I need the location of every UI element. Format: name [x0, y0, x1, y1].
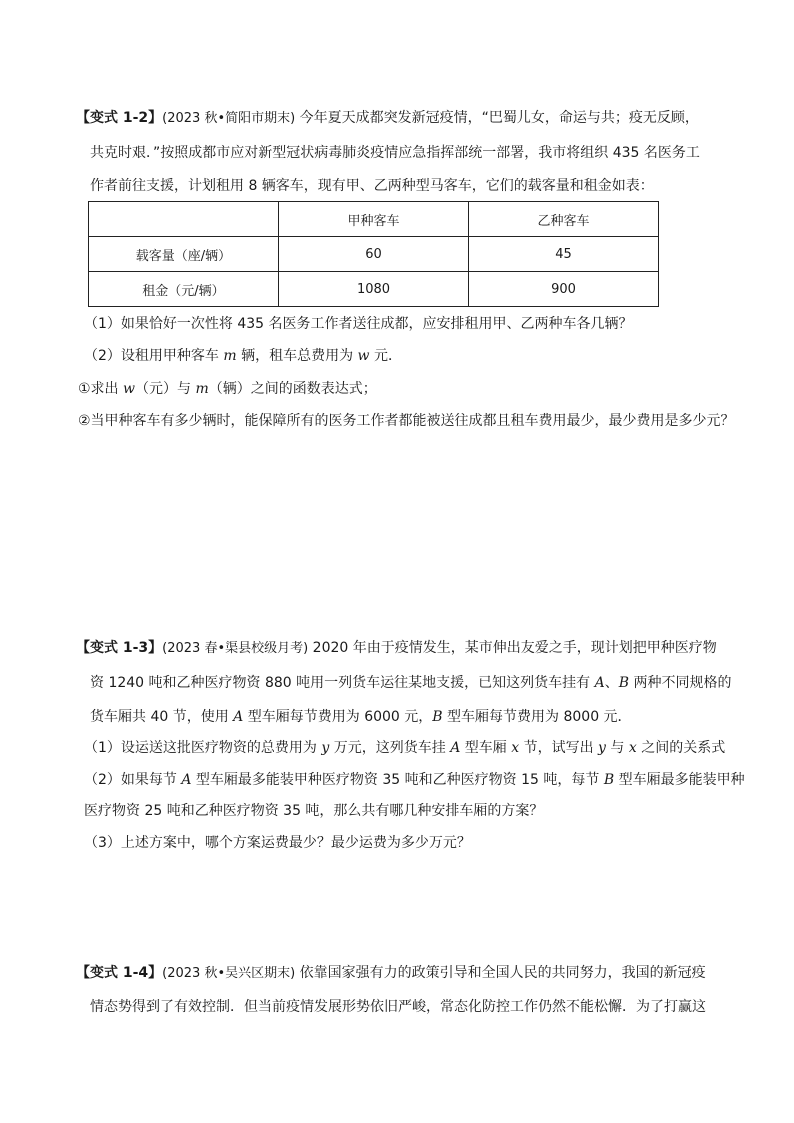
text-segment: 型车厢最多能装甲种医疗物资 35 吨和乙种医疗物资 15 吨，每节 [191, 772, 604, 788]
problem-1-3-question-2-cont: 医疗物资 25 吨和乙种医疗物资 35 吨，那么共有哪几种安排车厢的方案？ [84, 803, 544, 819]
math-variable: y [321, 740, 330, 756]
text-segment: 型车厢每节费用为 6000 元， [243, 709, 433, 725]
text-segment: 之间的关系式 [636, 740, 726, 756]
text-segment: 、 [604, 675, 619, 691]
math-variable: A [233, 709, 244, 725]
math-variable: A [450, 740, 461, 756]
text-segment: 资 1240 吨和乙种医疗物资 880 吨用一列货车运往某地支援，已知这列货车挂有 [90, 675, 595, 691]
table-cell: 900 [469, 272, 659, 307]
text-segment: 节，试写出 [519, 740, 599, 756]
table-cell: 乙种客车 [469, 202, 659, 237]
math-variable: m [223, 348, 237, 364]
table-cell [89, 202, 279, 237]
math-variable: A [594, 675, 605, 691]
table-cell: 1080 [279, 272, 469, 307]
problem-1-3-line-1 [76, 638, 717, 659]
math-variable: B [432, 709, 443, 725]
text-segment: 辆，租车总费用为 [236, 348, 358, 364]
math-variable: x [511, 740, 520, 756]
problem-text: 依靠国家强有力的政策引导和全国人民的共同努力，我国的新冠疫 [299, 965, 706, 981]
text-segment: （辆）之间的函数表达式； [208, 381, 377, 397]
text-segment: 与 [605, 740, 629, 756]
problem-tag: 【变式 1-2】 [76, 110, 163, 126]
text-segment: 万元，这列货车挂 [329, 740, 451, 756]
text-segment: （2）如果每节 [84, 772, 182, 788]
math-variable: m [195, 381, 209, 397]
table-header-row [89, 202, 659, 237]
text-segment: （1）设运送这批医疗物资的总费用为 [84, 740, 322, 756]
table-cell: 甲种客车 [279, 202, 469, 237]
table-cell: 60 [279, 237, 469, 272]
math-variable: B [603, 772, 615, 788]
text-segment: 货车厢共 40 节，使用 [90, 709, 234, 725]
table-cell: 租金（元/辆） [89, 272, 279, 307]
problem-1-4-line-1 [76, 963, 706, 984]
problem-1-2-line-3: 作者前往支援，计划租用 8 辆客车，现有甲、乙两种型马客车，它们的载客量和租金如表： [90, 178, 654, 194]
bus-price-table [88, 201, 659, 307]
problem-1-4-line-2: 情态势得到了有效控制．但当前疫情发展形势依旧严峻，常态化防控工作仍然不能松懈．为了打赢这 [90, 999, 706, 1015]
problem-source: (2023 春•渠县校级月考) [162, 641, 309, 656]
problem-1-3-question-2 [84, 770, 745, 790]
problem-1-3-line-3 [90, 707, 632, 727]
text-segment: 两种不同规格的 [629, 675, 732, 691]
table-row [89, 272, 659, 307]
problem-tag: 【变式 1-4】 [76, 965, 163, 981]
problem-1-3-line-2 [90, 673, 731, 693]
problem-1-3-question-3: （3）上述方案中，哪个方案运费最少？最少运费为多少万元？ [84, 835, 471, 851]
math-variable: B [618, 675, 630, 691]
problem-1-2-subquestion-1 [78, 379, 377, 399]
math-variable: w [357, 348, 370, 364]
problem-text: 2020 年由于疫情发生，某市伸出友爱之手，现计划把甲种医疗物 [312, 640, 717, 656]
table-cell: 载客量（座/辆） [89, 237, 279, 272]
problem-text: 今年夏天成都突发新冠疫情，“巴蜀儿女，命运与共；疫无反顾， [299, 110, 699, 126]
problem-1-2-line-2: 共克时艰．”按照成都市应对新型冠状病毒肺炎疫情应急指挥部统一部署，我市将组织 435 名医务工 [90, 145, 700, 161]
text-segment: （元）与 [135, 381, 196, 397]
problem-1-3-question-1 [84, 738, 725, 758]
text-segment: 型车厢最多能装甲种 [614, 772, 745, 788]
math-variable: y [598, 740, 606, 756]
text-segment: 型车厢每节费用为 8000 元． [442, 709, 632, 725]
text-segment: 型车厢 [460, 740, 512, 756]
problem-tag: 【变式 1-3】 [76, 640, 163, 656]
math-variable: w [123, 381, 135, 397]
math-variable: x [628, 740, 637, 756]
math-variable: A [181, 772, 192, 788]
text-segment: 元． [369, 348, 402, 364]
problem-1-2-subquestion-2: ②当甲种客车有多少辆时，能保障所有的医务工作者都能被送往成都且租车费用最少，最少费用是多少元？ [78, 413, 735, 429]
problem-1-2-question-2 [84, 346, 402, 366]
table-cell: 45 [469, 237, 659, 272]
text-segment: （2）设租用甲种客车 [84, 348, 224, 364]
problem-1-2-line-1 [76, 108, 699, 129]
text-segment: ①求出 [78, 381, 124, 397]
problem-source: (2023 秋•简阳市期末) [162, 111, 296, 126]
table-row [89, 237, 659, 272]
problem-source: (2023 秋•吴兴区期末) [162, 966, 296, 981]
problem-1-2-question-1: （1）如果恰好一次性将 435 名医务工作者送往成都，应安排租用甲、乙两种车各几辆？ [84, 316, 633, 332]
